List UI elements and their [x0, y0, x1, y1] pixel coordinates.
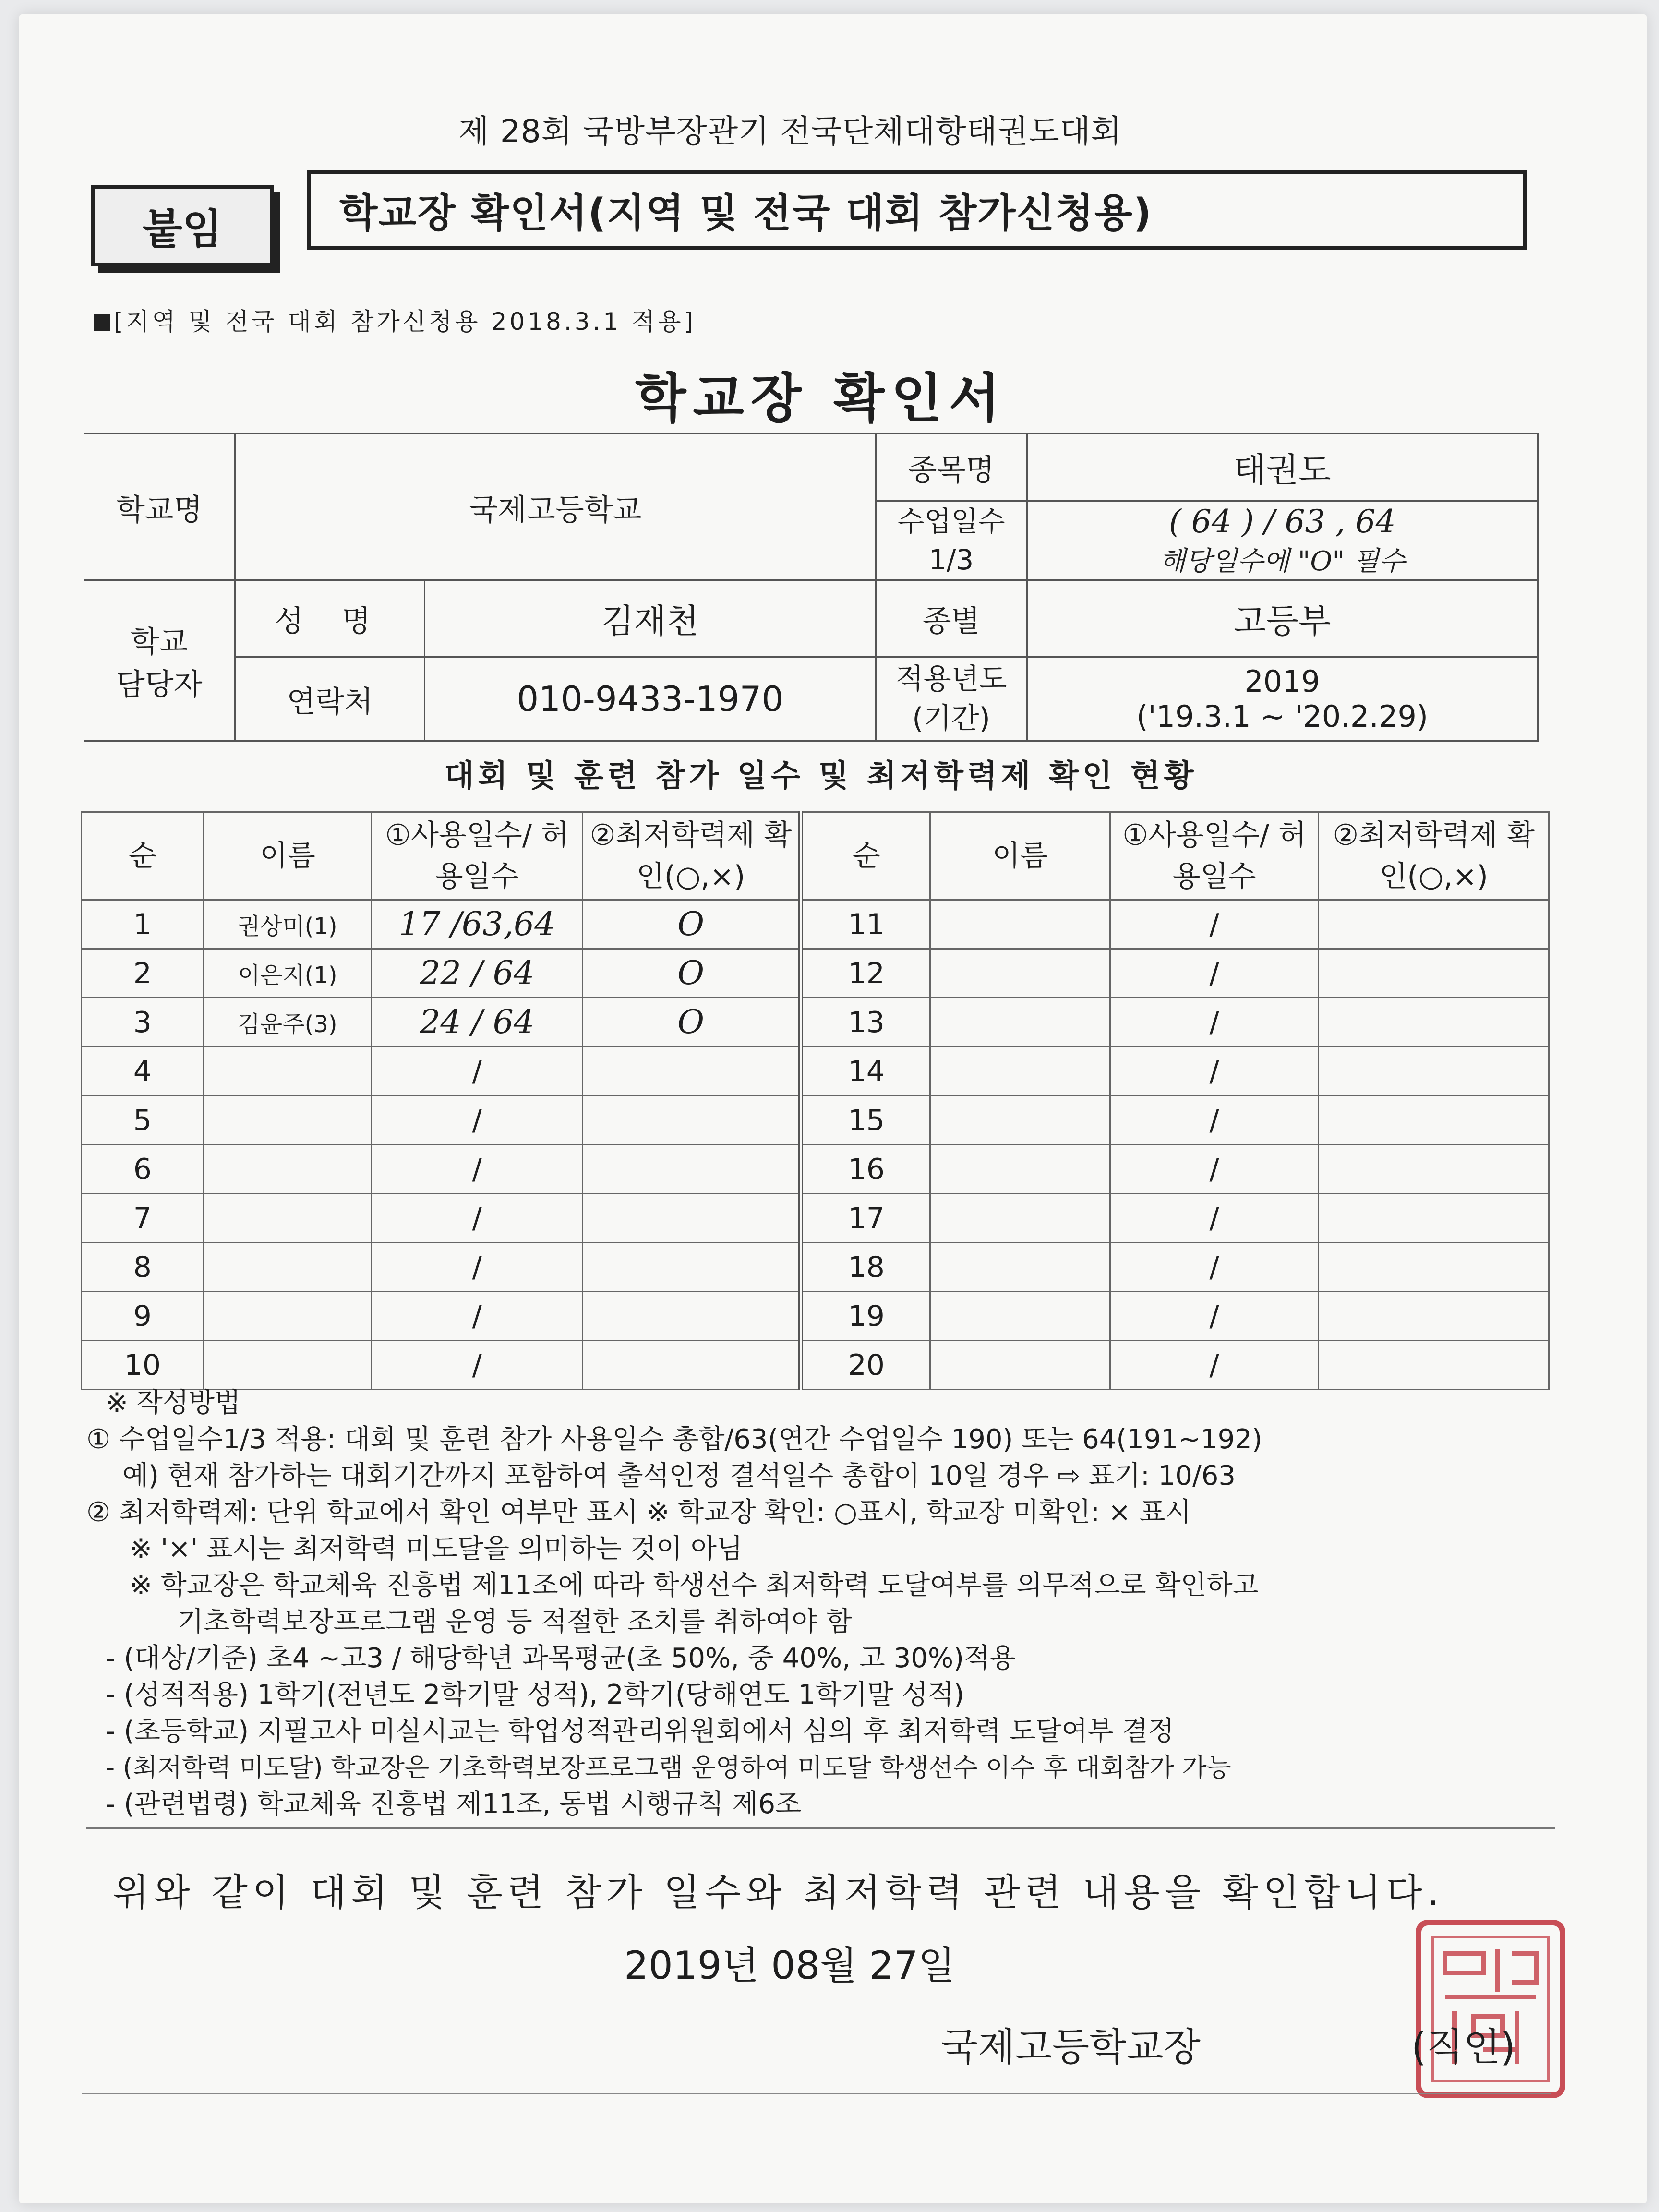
official-seal-icon: [1411, 1915, 1570, 2103]
row-name: 권상미(1): [204, 900, 372, 949]
days-cell: [1027, 501, 1538, 580]
row-no: 13: [801, 998, 930, 1047]
row-name: [930, 998, 1110, 1047]
table-row: [82, 1047, 1549, 1096]
row-check: [1319, 949, 1549, 998]
document-page: [19, 14, 1647, 2203]
row-check: [1319, 1194, 1549, 1243]
row-days: /: [1110, 1047, 1318, 1096]
header-check: ②최저학력제 확인(○,×): [1319, 812, 1549, 900]
table-row: [82, 1341, 1549, 1390]
row-check: O: [583, 900, 801, 949]
instruction-line: ※ 작성방법: [106, 1387, 241, 1419]
instruction-line: ① 수업일수1/3 적용: 대회 및 훈련 참가 사용일수 총합/63(연간 수업일수 190) 또는 64(191~192): [86, 1424, 1262, 1455]
row-check: [1319, 1243, 1549, 1292]
row-no: 18: [801, 1243, 930, 1292]
period-value: ('19.3.1 ~ '20.2.29): [1136, 699, 1429, 734]
days-note: 해당일수에 "O" 필수: [1159, 545, 1406, 577]
table-row: [82, 1145, 1549, 1194]
table-row: [82, 1292, 1549, 1341]
phone-value: 010-9433-1970: [425, 657, 876, 741]
row-no: 8: [82, 1243, 204, 1292]
confirm-date: 2019년 08월 27일: [624, 1943, 955, 1988]
confirm-text: 위와 같이 대회 및 훈련 참가 일수와 최저학력 관련 내용을 확인합니다.: [113, 1871, 1444, 1914]
section-title: 대회 및 훈련 참가 일수 및 최저학력제 확인 현황: [444, 758, 1198, 794]
row-check: [583, 1194, 801, 1243]
school-label: 학교명: [84, 434, 235, 580]
row-check: [1319, 1096, 1549, 1145]
row-check: [583, 1145, 801, 1194]
phone-label: 연락처: [235, 657, 425, 741]
row-no: 2: [82, 949, 204, 998]
header-name: 이름: [930, 812, 1110, 900]
square-bullet-icon: [94, 314, 110, 331]
year-cell: [1027, 657, 1538, 741]
row-no: 14: [801, 1047, 930, 1096]
info-table: [84, 433, 1539, 742]
row-name: [930, 1341, 1110, 1390]
main-title: 학교장 확인서: [635, 368, 1007, 429]
row-no: 3: [82, 998, 204, 1047]
year-value: 2019: [1244, 664, 1321, 699]
row-days: /: [1110, 900, 1318, 949]
attach-label: 붙임: [91, 185, 274, 266]
row-days: 17 /63,64: [372, 900, 583, 949]
table-row: [82, 949, 1549, 998]
row-days: /: [1110, 1096, 1318, 1145]
name-label: 성 명: [235, 580, 425, 657]
form-title: 학교장 확인서(지역 및 전국 대회 참가신청용): [307, 170, 1527, 250]
instruction-line: ② 최저학력제: 단위 학교에서 확인 여부만 표시 ※ 학교장 확인: ○표시, 학교장 미확인: × 표시: [86, 1497, 1191, 1528]
instructions: [86, 1385, 1555, 1829]
table-header: [82, 812, 1549, 900]
row-check: [1319, 1341, 1549, 1390]
row-days: /: [1110, 1341, 1318, 1390]
row-name: [930, 1194, 1110, 1243]
category-label: 종별: [876, 580, 1027, 657]
row-no: 19: [801, 1292, 930, 1341]
instruction-line: - (관련법령) 학교체육 진흥법 제11조, 동법 시행규칙 제6조: [106, 1789, 802, 1820]
header-name: 이름: [204, 812, 372, 900]
row-no: 20: [801, 1341, 930, 1390]
row-no: 15: [801, 1096, 930, 1145]
row-no: 7: [82, 1194, 204, 1243]
row-days: /: [372, 1194, 583, 1243]
row-name: [930, 1243, 1110, 1292]
row-no: 9: [82, 1292, 204, 1341]
instruction-line: 기초학력보장프로그램 운영 등 적절한 조치를 취하여야 함: [178, 1606, 853, 1637]
year-label: 적용년도 (기간): [876, 657, 1027, 741]
category-value: 고등부: [1027, 580, 1538, 657]
row-days: /: [372, 1096, 583, 1145]
row-no: 10: [82, 1341, 204, 1390]
header-days: ①사용일수/ 허용일수: [372, 812, 583, 900]
form-note-text: [지역 및 전국 대회 참가신청용 2018.3.1 적용]: [114, 308, 697, 336]
row-days: /: [1110, 998, 1318, 1047]
row-no: 1: [82, 900, 204, 949]
row-days: /: [1110, 949, 1318, 998]
school-value: 국제고등학교: [235, 434, 876, 580]
sport-value: 태권도: [1027, 434, 1538, 501]
instruction-line: - (초등학교) 지필고사 미실시교는 학업성적관리위원회에서 심의 후 최저학력 도달여부 결정: [106, 1716, 1174, 1747]
header-days: ①사용일수/ 허용일수: [1110, 812, 1318, 900]
instruction-line: 예) 현재 참가하는 대회기간까지 포함하여 출석인정 결석일수 총합이 10일 경우 ⇨ 표기: 10/63: [122, 1460, 1236, 1491]
participation-table: [81, 811, 1550, 1390]
row-check: [583, 1341, 801, 1390]
principal-name: 국제고등학교장: [941, 2025, 1201, 2069]
row-check: O: [583, 998, 801, 1047]
sport-label: 종목명: [876, 434, 1027, 501]
row-check: [583, 1243, 801, 1292]
contact-label-line1: 학교: [130, 624, 188, 659]
row-no: 17: [801, 1194, 930, 1243]
row-check: [1319, 1145, 1549, 1194]
instruction-line: - (성적적용) 1학기(전년도 2학기말 성적), 2학기(당해연도 1학기말 성적): [106, 1679, 964, 1710]
row-name: [930, 1145, 1110, 1194]
row-name: [204, 1096, 372, 1145]
row-name: [930, 900, 1110, 949]
contact-label-line2: 담당자: [116, 667, 203, 702]
row-days: /: [372, 1243, 583, 1292]
row-days: /: [1110, 1145, 1318, 1194]
event-title: 제 28회 국방부장관기 전국단체대항태권도대회: [458, 113, 1122, 150]
row-no: 12: [801, 949, 930, 998]
row-name: [204, 1341, 372, 1390]
row-days: /: [372, 1145, 583, 1194]
row-check: [1319, 900, 1549, 949]
row-days: 24 / 64: [372, 998, 583, 1047]
row-check: [583, 1047, 801, 1096]
row-name: [930, 949, 1110, 998]
row-days: /: [1110, 1194, 1318, 1243]
row-days: 22 / 64: [372, 949, 583, 998]
days-value: ( 64 ) / 63 , 64: [1168, 503, 1396, 540]
row-name: 이은지(1): [204, 949, 372, 998]
table-row: [82, 1194, 1549, 1243]
table-row: [82, 900, 1549, 949]
row-name: [204, 1194, 372, 1243]
row-name: [204, 1047, 372, 1096]
table-row: [82, 1096, 1549, 1145]
divider: [86, 1827, 1555, 1829]
row-check: O: [583, 949, 801, 998]
row-check: [1319, 1047, 1549, 1096]
bottom-divider: [82, 2093, 1551, 2094]
row-no: 11: [801, 900, 930, 949]
instruction-line: ※ '×' 표시는 최저학력 미도달을 의미하는 것이 아님: [130, 1533, 743, 1564]
header-check: ②최저학력제 확인(○,×): [583, 812, 801, 900]
row-no: 6: [82, 1145, 204, 1194]
row-check: [1319, 1292, 1549, 1341]
table-row: [82, 998, 1549, 1047]
row-days: /: [372, 1341, 583, 1390]
row-days: /: [1110, 1292, 1318, 1341]
row-check: [583, 1096, 801, 1145]
row-days: /: [372, 1292, 583, 1341]
instruction-line: - (대상/기준) 초4 ~고3 / 해당학년 과목평균(초 50%, 중 40%, 고 30%)적용: [106, 1643, 1016, 1674]
row-days: /: [1110, 1243, 1318, 1292]
instruction-line: - (최저학력 미도달) 학교장은 기초학력보장프로그램 운영하여 미도달 학생선수 이수 후 대회참가 가능: [106, 1753, 1231, 1782]
instruction-line: ※ 학교장은 학교체육 진흥법 제11조에 따라 학생선수 최저학력 도달여부를 의무적으로 확인하고: [130, 1570, 1259, 1601]
row-name: [204, 1243, 372, 1292]
row-no: 16: [801, 1145, 930, 1194]
row-check: [583, 1292, 801, 1341]
form-note: [94, 302, 696, 337]
row-days: /: [372, 1047, 583, 1096]
name-value: 김재천: [425, 580, 876, 657]
header-no: 순: [82, 812, 204, 900]
contact-label: [84, 580, 235, 741]
seal-label: (직인): [1411, 2025, 1515, 2069]
row-name: 김윤주(3): [204, 998, 372, 1047]
row-name: [204, 1292, 372, 1341]
row-check: [1319, 998, 1549, 1047]
row-name: [930, 1096, 1110, 1145]
row-name: [930, 1292, 1110, 1341]
table-row: [82, 1243, 1549, 1292]
row-no: 4: [82, 1047, 204, 1096]
header-no: 순: [801, 812, 930, 900]
row-name: [204, 1145, 372, 1194]
row-no: 5: [82, 1096, 204, 1145]
days-label: 수업일수 1/3: [876, 501, 1027, 580]
row-name: [930, 1047, 1110, 1096]
